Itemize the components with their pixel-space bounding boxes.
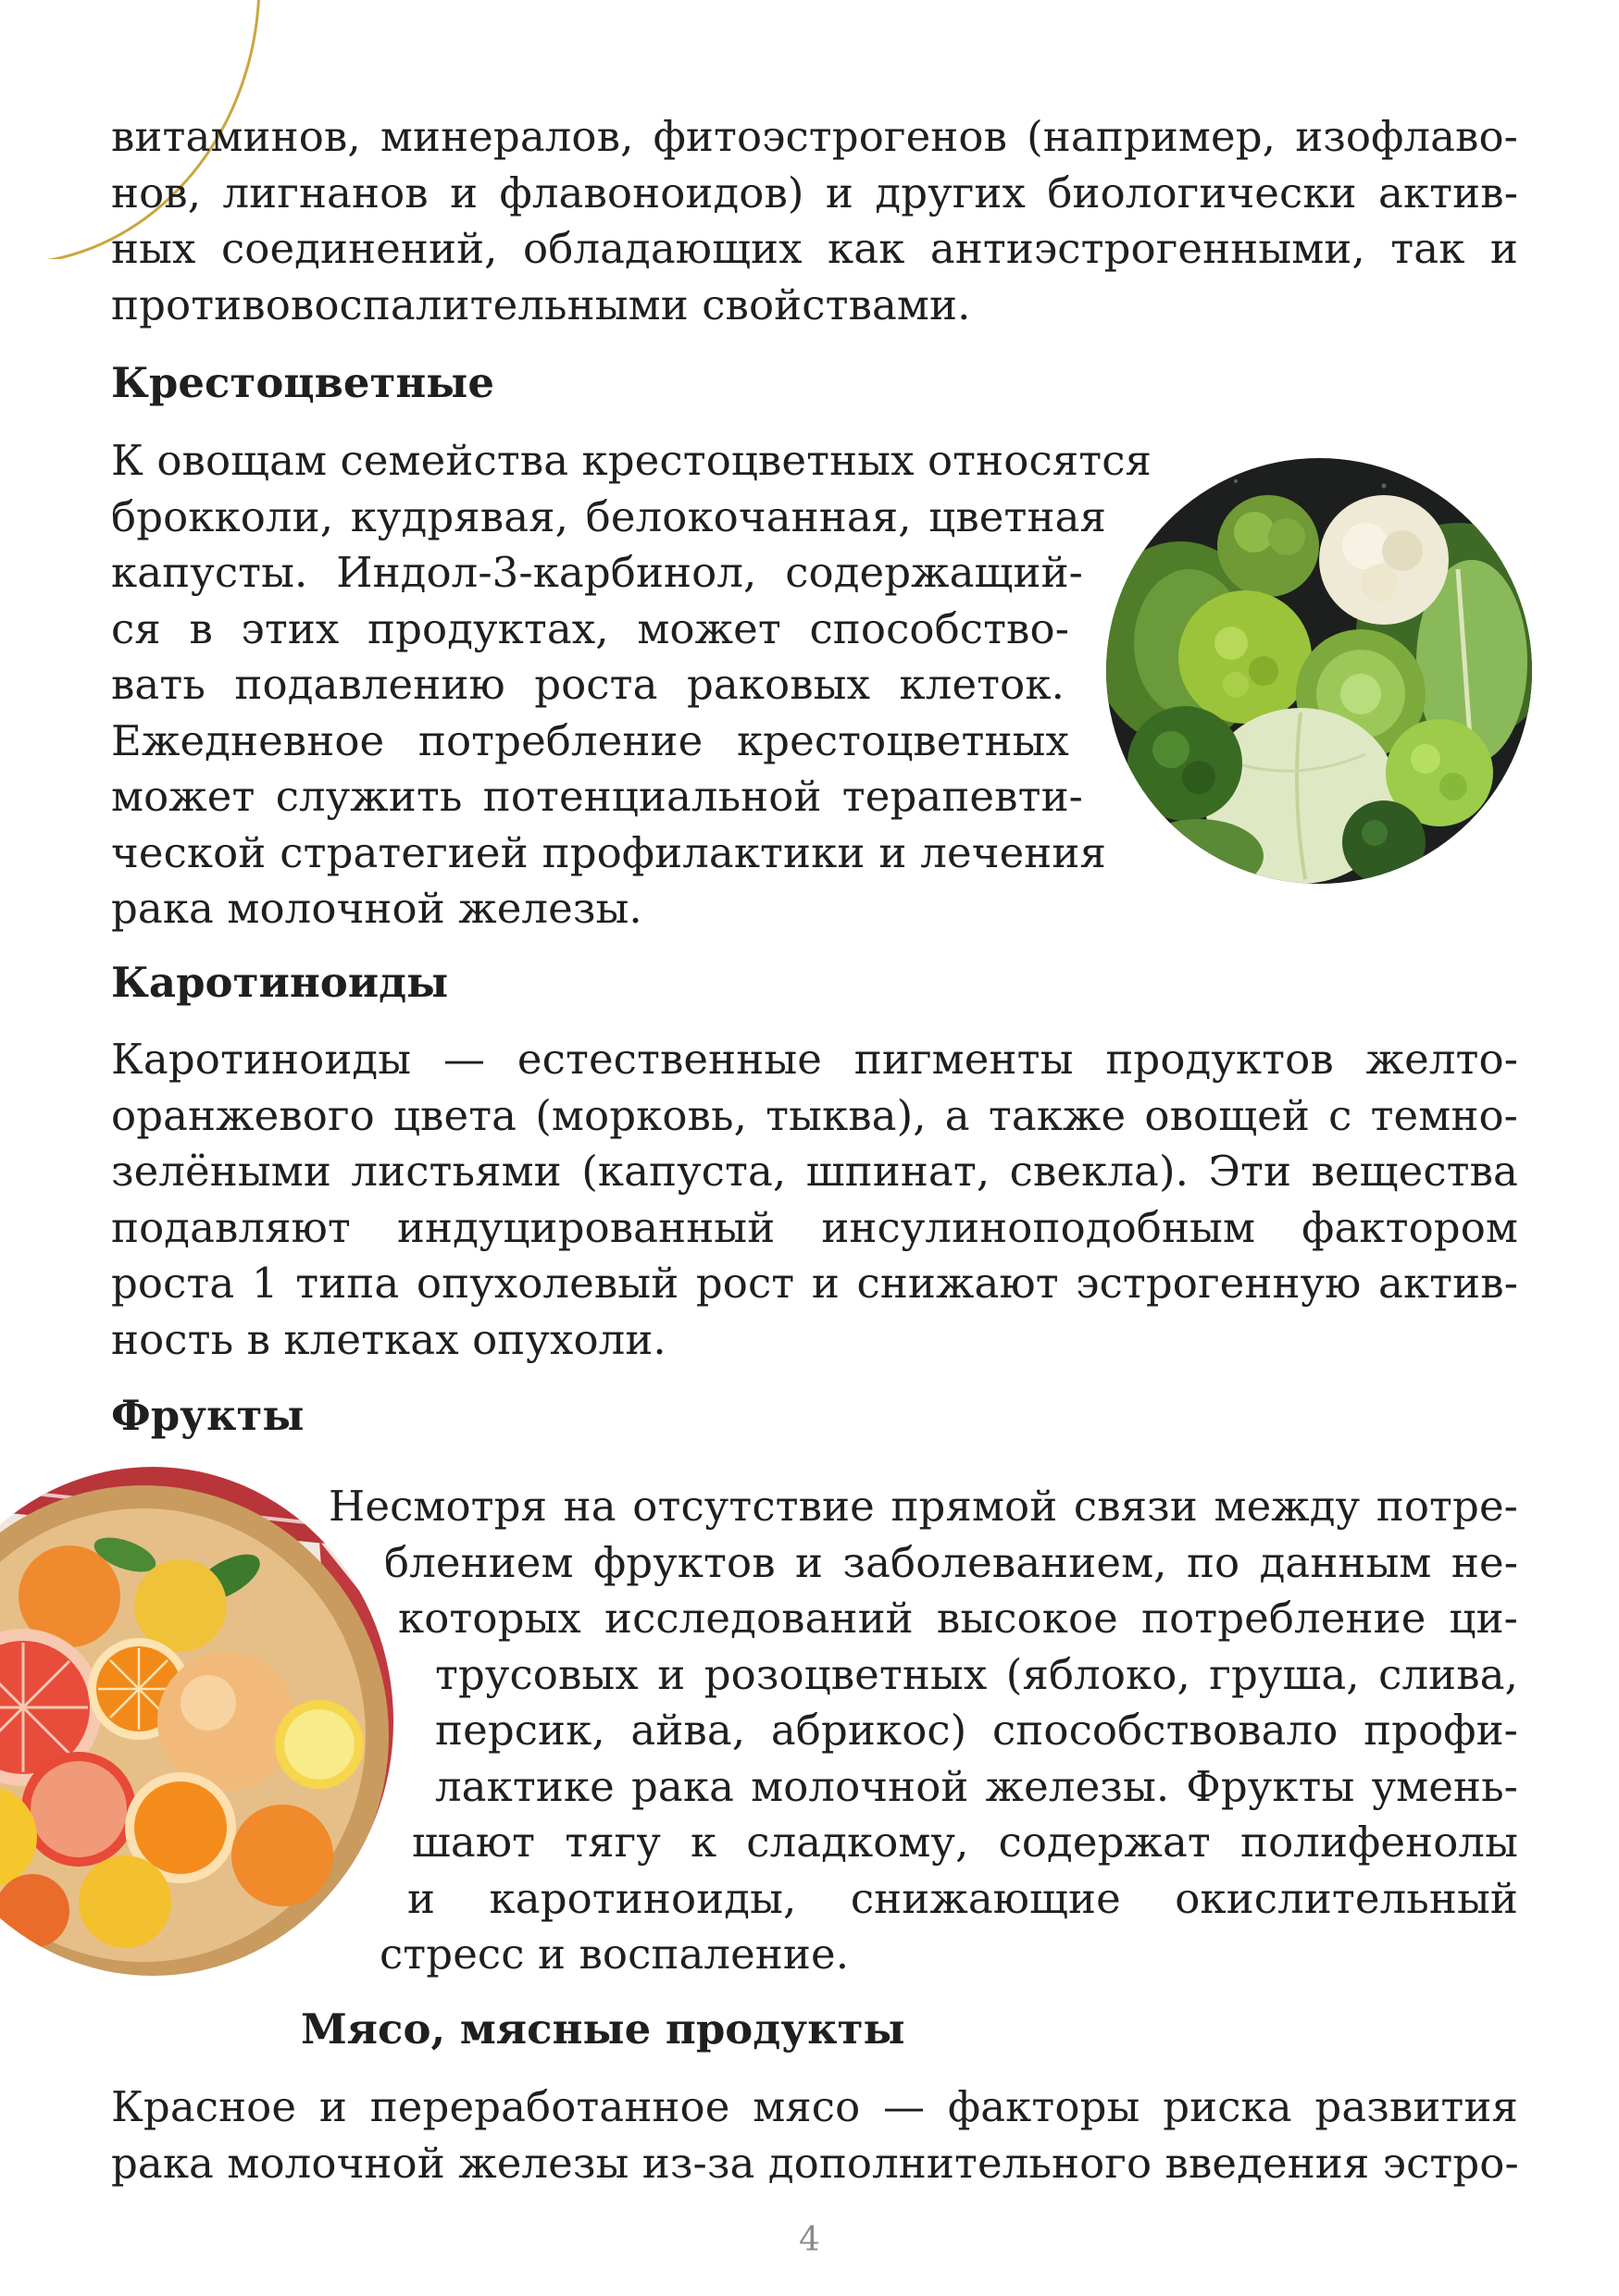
- text-line: нов, лигнанов и флавоноидов) и других биологически актив-: [111, 168, 1518, 217]
- vegetables-illustration: [1106, 458, 1532, 884]
- text-line: персик, айва, абрикос) способствовало профи-: [435, 1706, 1518, 1755]
- text-line: рака молочной железы из-за дополнительного введения эстро-: [111, 2138, 1519, 2188]
- text-line: подавляют индуцированный инсулиноподобным фактором: [111, 1202, 1518, 1252]
- text-line: роста 1 типа опухолевый рост и снижают эстрогенную актив-: [111, 1259, 1518, 1308]
- text-line: ся в этих продуктах, может способство-: [111, 603, 1069, 653]
- text-line: ность в клетках опухоли.: [111, 1314, 666, 1364]
- text-line: оранжевого цвета (морковь, тыква), а также овощей с темно-: [111, 1090, 1518, 1140]
- meat-paragraph: [111, 2079, 1518, 2191]
- cruciferous-paragraph: [111, 433, 1157, 937]
- text-line: капусты. Индол-3-карбинол, содержащий-: [111, 548, 1083, 597]
- section-heading-carotenoids: Каротиноиды: [111, 958, 449, 1007]
- text-line: Каротиноиды — естественные пигменты продуктов желто-: [111, 1035, 1518, 1084]
- intro-paragraph: [111, 109, 1518, 333]
- cabbage-broccoli-photo: [1106, 458, 1532, 884]
- text-line: ных соединений, обладающих как антиэстрогенными, так и: [111, 224, 1518, 273]
- text-line: Несмотря на отсутствие прямой связи между потре-: [329, 1482, 1518, 1531]
- carotenoids-paragraph: [111, 1032, 1518, 1368]
- section-heading-cruciferous: Крестоцветные: [111, 358, 495, 407]
- text-line: Красное и переработанное мясо — факторы риска развития: [111, 2082, 1518, 2131]
- text-line: вать подавлению роста раковых клеток.: [111, 660, 1065, 709]
- text-line: лактике рака молочной железы. Фрукты умень-: [435, 1761, 1518, 1811]
- text-line: ческой стратегией профилактики и лечения: [111, 827, 1106, 877]
- text-line: и каротиноиды, снижающие окислительный: [407, 1873, 1518, 1923]
- text-line: противовоспалительными свойствами.: [111, 279, 971, 329]
- text-line: витаминов, минералов, фитоэстрогенов (например, изофлаво-: [111, 112, 1518, 161]
- text-line: рака молочной железы.: [111, 884, 642, 933]
- text-line: стресс и воспаление.: [380, 1930, 850, 1979]
- text-line: Ежедневное потребление крестоцветных: [111, 715, 1069, 765]
- fruits-paragraph: [329, 1479, 1518, 1983]
- text-line: зелёными листьями (капуста, шпинат, свекла). Эти вещества: [111, 1147, 1518, 1196]
- text-line: трусовых и розоцветных (яблоко, груша, слива,: [435, 1649, 1518, 1699]
- section-heading-meat: Мясо, мясные продукты: [301, 2004, 905, 2054]
- text-line: шают тягу к сладкому, содержат полифенолы: [412, 1818, 1518, 1867]
- text-line: блением фруктов и заболеванием, по данным не-: [384, 1537, 1518, 1587]
- text-line: которых исследований высокое потребление ци-: [398, 1594, 1518, 1643]
- page-number: 4: [799, 2221, 820, 2259]
- text-line: брокколи, кудрявая, белокочанная, цветная: [111, 491, 1106, 541]
- text-line: может служить потенциальной терапевти-: [111, 772, 1083, 821]
- section-heading-fruits: Фрукты: [111, 1391, 305, 1440]
- text-line: К овощам семейства крестоцветных относятся: [111, 436, 1152, 485]
